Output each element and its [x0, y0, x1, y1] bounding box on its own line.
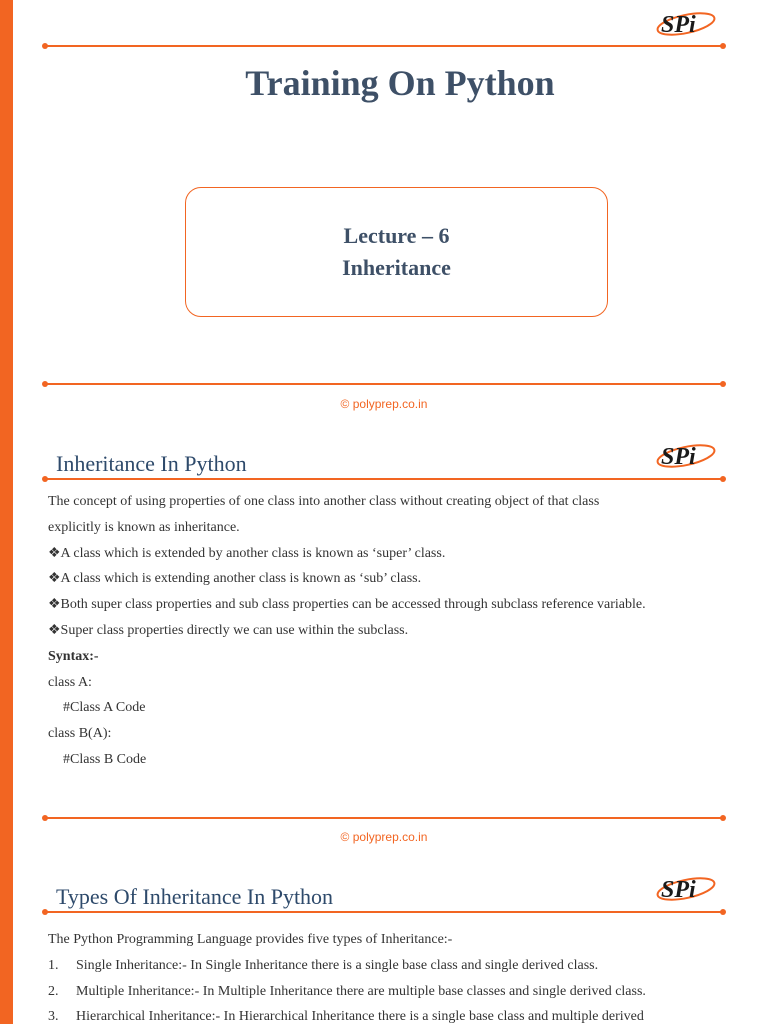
section-title: Types Of Inheritance In Python — [56, 884, 334, 909]
intro-text: The Python Programming Language provides five types of Inheritance:- — [48, 932, 453, 947]
intro-text: The concept of using properties of one class into another class without creating object of that class — [48, 494, 600, 509]
footer-link[interactable]: © polyprep.co.in — [340, 830, 428, 844]
spi-logo — [655, 440, 717, 470]
code-line: class B(A): — [48, 726, 112, 742]
section-title: Inheritance In Python — [56, 451, 247, 476]
left-accent-bar — [0, 0, 13, 1024]
bullet-item: ❖Both super class properties and sub class properties can be accessed through subclass reference variable. — [48, 597, 646, 613]
footer-link[interactable]: © polyprep.co.in — [340, 397, 428, 411]
svg-text:SPi: SPi — [661, 444, 696, 470]
intro-text: explicitly is known as inheritance. — [48, 519, 240, 535]
divider-line — [45, 911, 723, 913]
list-item: 3. Hierarchical Inheritance:- In Hierarchical Inheritance there is a single base class and multiple derived — [48, 1009, 644, 1025]
bullet-item: ❖Super class properties directly we can use within the subclass. — [48, 622, 409, 638]
list-item: 1. Single Inheritance:- In Single Inheritance there is a single base class and single derived class. — [48, 957, 599, 973]
svg-text:SPi: SPi — [661, 877, 696, 903]
bullet-item: ❖A class which is extending another class is known as ‘sub’ class. — [48, 571, 422, 587]
syntax-label: Syntax:- — [48, 648, 99, 664]
page-title: Training On Python — [245, 63, 555, 103]
lecture-box — [185, 187, 608, 317]
divider-line — [45, 817, 723, 819]
types-content — [48, 927, 748, 1030]
spi-logo — [655, 8, 717, 38]
lecture-topic: Inheritance — [342, 255, 451, 280]
divider-line — [45, 383, 723, 385]
code-line: #Class B Code — [63, 751, 147, 767]
bullet-item: ❖A class which is extended by another class is known as ‘super’ class. — [48, 545, 446, 561]
spi-logo — [655, 873, 717, 903]
svg-text:SPi: SPi — [661, 12, 696, 38]
inheritance-content — [48, 489, 748, 773]
code-line: class A: — [48, 674, 92, 690]
lecture-number: Lecture – 6 — [343, 223, 450, 248]
list-item: 2. Multiple Inheritance:- In Multiple Inheritance there are multiple base classes and single derived class. — [48, 983, 646, 999]
divider-line — [45, 45, 723, 47]
code-line: #Class A Code — [63, 700, 146, 716]
divider-line — [45, 478, 723, 480]
